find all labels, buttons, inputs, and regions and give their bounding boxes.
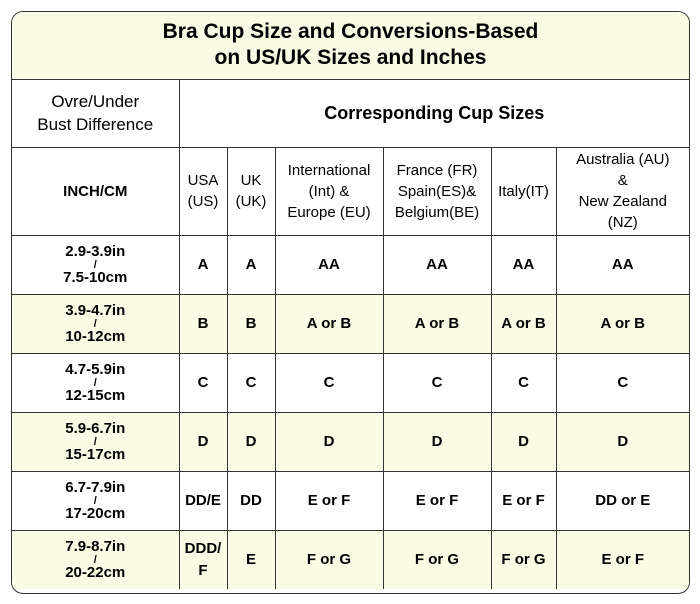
cup-fr: C <box>383 353 491 412</box>
cup-uk: C <box>227 353 275 412</box>
column-header-uk-line2: (UK) <box>235 193 267 210</box>
table-row <box>12 530 689 589</box>
cup-uk: DD <box>227 471 275 530</box>
cup-intl: AA <box>275 235 383 294</box>
column-header-uk <box>227 147 275 235</box>
cup-au: C <box>556 353 689 412</box>
column-header-usa <box>179 147 227 235</box>
range-cell <box>12 294 179 353</box>
range-slash: / <box>93 317 97 330</box>
cup-it: E or F <box>491 471 556 530</box>
range-cm: 10-12cm <box>65 327 126 345</box>
range-cm: 7.5-10cm <box>63 268 128 286</box>
cup-us: DDD/ F <box>179 530 227 589</box>
cup-uk: A <box>227 235 275 294</box>
cup-intl: C <box>275 353 383 412</box>
column-header-france-line3: Belgium(BE) <box>394 203 480 221</box>
range-slash: / <box>93 258 97 271</box>
cup-us: D <box>179 412 227 471</box>
size-chart-card <box>11 11 690 594</box>
range-cm: 12-15cm <box>65 386 126 404</box>
cup-au: DD or E <box>556 471 689 530</box>
cup-fr: F or G <box>383 530 491 589</box>
column-header-australia-line3: New Zealand <box>578 193 667 210</box>
range-cell <box>12 353 179 412</box>
cup-intl: F or G <box>275 530 383 589</box>
cup-it: A or B <box>491 294 556 353</box>
size-chart-table <box>12 12 689 589</box>
chart-title-line2: on US/UK Sizes and Inches <box>214 46 487 70</box>
cup-it: D <box>491 412 556 471</box>
range-cell <box>12 530 179 589</box>
cup-uk: D <box>227 412 275 471</box>
table-row <box>12 471 689 530</box>
table-row <box>12 235 689 294</box>
table-row <box>12 294 689 353</box>
cup-us: A <box>179 235 227 294</box>
column-header-international-line2: (Int) & <box>308 182 350 200</box>
chart-title-line1: Bra Cup Size and Conversions-Based <box>162 20 539 44</box>
range-cell <box>12 471 179 530</box>
table-row <box>12 353 689 412</box>
cup-uk: B <box>227 294 275 353</box>
cup-fr: AA <box>383 235 491 294</box>
cup-it: F or G <box>491 530 556 589</box>
column-header-france-line2: Spain(ES)& <box>397 182 477 200</box>
range-inches: 2.9-3.9in <box>65 242 126 260</box>
range-slash: / <box>93 553 97 566</box>
bust-difference-header-line2: Bust Difference <box>37 115 154 134</box>
cup-us: DD/E <box>179 471 227 530</box>
cup-uk: E <box>227 530 275 589</box>
column-header-italy <box>491 147 556 235</box>
column-header-france <box>383 147 491 235</box>
cup-intl: A or B <box>275 294 383 353</box>
range-inches: 3.9-4.7in <box>65 301 126 319</box>
range-cm: 20-22cm <box>65 563 126 581</box>
range-inches: 5.9-6.7in <box>65 419 126 437</box>
column-header-international-line1: International <box>287 161 371 179</box>
column-header-france-line1: France (FR) <box>396 161 478 179</box>
column-header-usa-line1: USA <box>187 172 219 189</box>
cup-au: A or B <box>556 294 689 353</box>
cup-us: B <box>179 294 227 353</box>
column-header-international-line3: Europe (EU) <box>287 203 371 221</box>
range-inches: 4.7-5.9in <box>65 360 126 378</box>
range-slash: / <box>93 435 97 448</box>
cup-fr: E or F <box>383 471 491 530</box>
range-cm: 15-17cm <box>65 445 126 463</box>
cup-au: AA <box>556 235 689 294</box>
cup-au: D <box>556 412 689 471</box>
cup-fr: A or B <box>383 294 491 353</box>
cup-fr: D <box>383 412 491 471</box>
bust-difference-header <box>12 79 179 147</box>
column-header-australia <box>556 147 689 235</box>
cup-us: C <box>179 353 227 412</box>
range-cell <box>12 235 179 294</box>
column-header-inch-cm: INCH/CM <box>12 147 179 235</box>
range-inches: 7.9-8.7in <box>65 537 126 555</box>
chart-title <box>12 12 689 79</box>
range-cm: 17-20cm <box>65 504 126 522</box>
column-header-australia-line4: (NZ) <box>607 214 638 231</box>
column-header-australia-line2: & <box>617 172 628 189</box>
range-inches: 6.7-7.9in <box>65 478 126 496</box>
range-cell <box>12 412 179 471</box>
cup-it: AA <box>491 235 556 294</box>
cup-au: E or F <box>556 530 689 589</box>
range-slash: / <box>93 494 97 507</box>
cup-it: C <box>491 353 556 412</box>
table-row <box>12 412 689 471</box>
column-header-italy-line1: Italy(IT) <box>498 182 549 200</box>
column-header-international <box>275 147 383 235</box>
range-slash: / <box>93 376 97 389</box>
cup-intl: D <box>275 412 383 471</box>
column-header-usa-line2: (US) <box>187 193 219 210</box>
cup-intl: E or F <box>275 471 383 530</box>
column-header-uk-line1: UK <box>240 172 262 189</box>
corresponding-cup-sizes-header: Corresponding Cup Sizes <box>179 79 689 147</box>
bust-difference-header-line1: Ovre/Under <box>51 92 140 111</box>
column-header-australia-line1: Australia (AU) <box>576 151 670 168</box>
